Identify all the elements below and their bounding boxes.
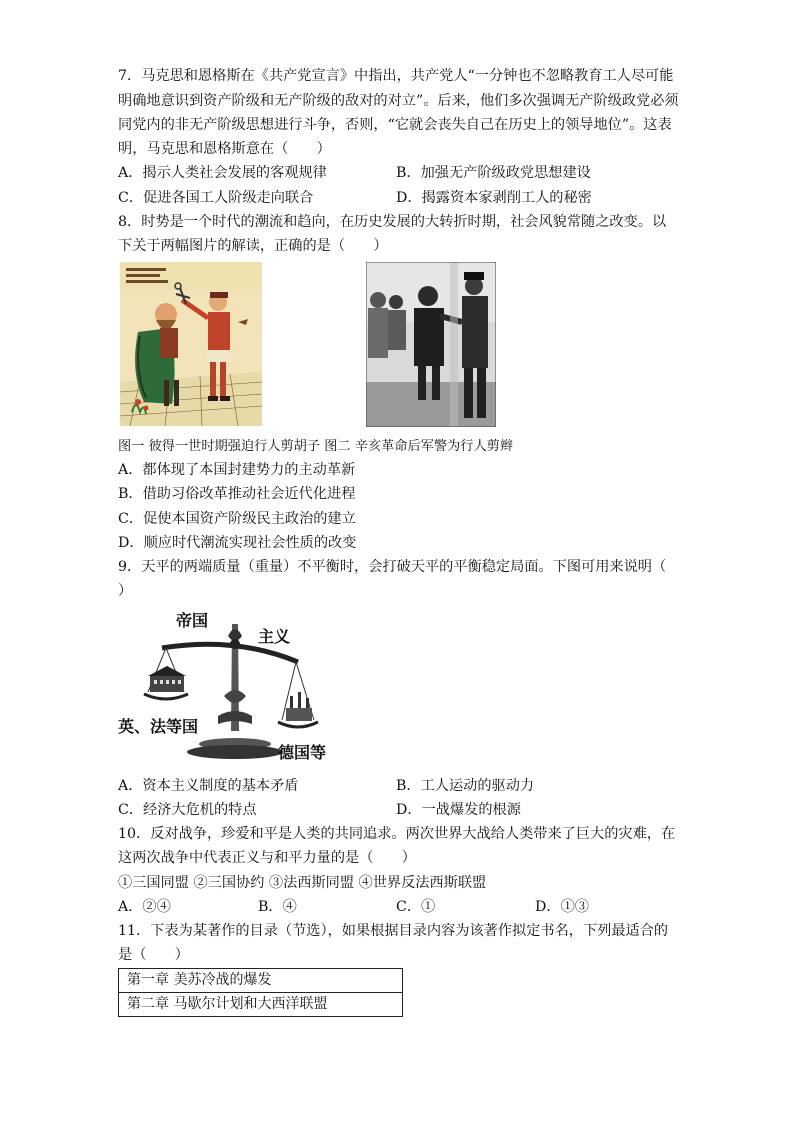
figure-2-queue-cutting-photo <box>366 262 496 427</box>
q8-stem-line-2: 下关于两幅图片的解读，正确的是（ ） <box>118 238 388 254</box>
q7-option-c: C．促进各国工人阶级走向联合 <box>118 190 314 206</box>
q7-option-b: B．加强无产阶级政党思想建设 <box>396 165 591 181</box>
q9-option-a: A．资本主义制度的基本矛盾 <box>118 778 299 794</box>
q7-stem-line-1: 7．马克思和恩格斯在《共产党宣言》中指出，共产党人“一分钟也不忽略教育工人尽可能 <box>118 68 674 84</box>
q7-option-d: D．揭露资本家剥削工人的秘密 <box>396 190 592 206</box>
q9-stem-line-2: ） <box>118 583 133 599</box>
scale-label-ism: 主义 <box>258 627 291 646</box>
q7-stem-line-3: 同党内的非无产阶级思想进行斗争，否则，“它就会丧失自己在历史上的领导地位”。这表 <box>118 117 672 133</box>
q9-option-d: D．一战爆发的根源 <box>396 802 521 818</box>
q8-option-b: B．借助习俗改革推动社会近代化进程 <box>118 486 356 502</box>
q10-stem-line-2: 这两次战争中代表正义与和平力量的是（ ） <box>118 850 416 866</box>
q10-option-a: A．②④ <box>118 899 171 915</box>
q8-option-d: D．顺应时代潮流实现社会性质的改变 <box>118 535 357 551</box>
toc-chapter-2: 第二章 马歇尔计划和大西洋联盟 <box>119 993 403 1017</box>
q9-option-c: C．经济大危机的特点 <box>118 802 257 818</box>
q10-option-b: B．④ <box>258 899 297 915</box>
q8-stem-line-1: 8．时势是一个时代的潮流和趋向，在历史发展的大转折时期，社会风貌常随之改变。以 <box>118 214 667 230</box>
q7-option-a: A．揭示人类社会发展的客观规律 <box>118 165 327 181</box>
toc-chapter-1: 第一章 美苏冷战的爆发 <box>119 969 403 993</box>
table-row <box>119 993 403 1017</box>
scale-label-empire: 帝国 <box>176 611 209 630</box>
q10-stem-line-1: 10．反对战争，珍爱和平是人类的共同追求。两次世界大战给人类带来了巨大的灾难，在 <box>118 826 676 842</box>
q9-stem-line-1: 9．天平的两端质量（重量）不平衡时，会打破天平的平衡稳定局面。下图可用来说明（ <box>118 559 667 575</box>
scale-label-germany: 德国等 <box>278 743 327 762</box>
q9-balance-scale-figure <box>118 606 338 766</box>
q7-stem-line-4: 明，马克思和恩格斯意在（ ） <box>118 141 331 157</box>
q10-option-d: D．①③ <box>535 899 589 915</box>
q11-stem-line-1: 11．下表为某著作的目录（节选），如果根据目录内容为该著作拟定书名，下列最适合的 <box>118 923 669 939</box>
scale-label-britain-france: 英、法等国 <box>118 717 199 736</box>
table-row <box>119 969 403 993</box>
figure-1-beard-cutting-image <box>120 262 262 426</box>
q11-stem-line-2: 是（ ） <box>118 947 189 963</box>
q10-items: ①三国同盟 ②三国协约 ③法西斯同盟 ④世界反法西斯联盟 <box>118 875 487 891</box>
q10-option-c: C．① <box>396 899 436 915</box>
q8-option-a: A．都体现了本国封建势力的主动革新 <box>118 462 356 478</box>
q9-option-b: B．工人运动的驱动力 <box>396 778 535 794</box>
q11-contents-table <box>118 968 403 1017</box>
q8-option-c: C．促使本国资产阶级民主政治的建立 <box>118 511 356 527</box>
q8-figure-caption: 图一 彼得一世时期强迫行人剪胡子 图二 辛亥革命后军警为行人剪辫 <box>118 439 514 454</box>
q7-stem-line-2: 明确地意识到资产阶级和无产阶级的敌对的对立”。后来，他们多次强调无产阶级政党必须 <box>118 93 679 109</box>
